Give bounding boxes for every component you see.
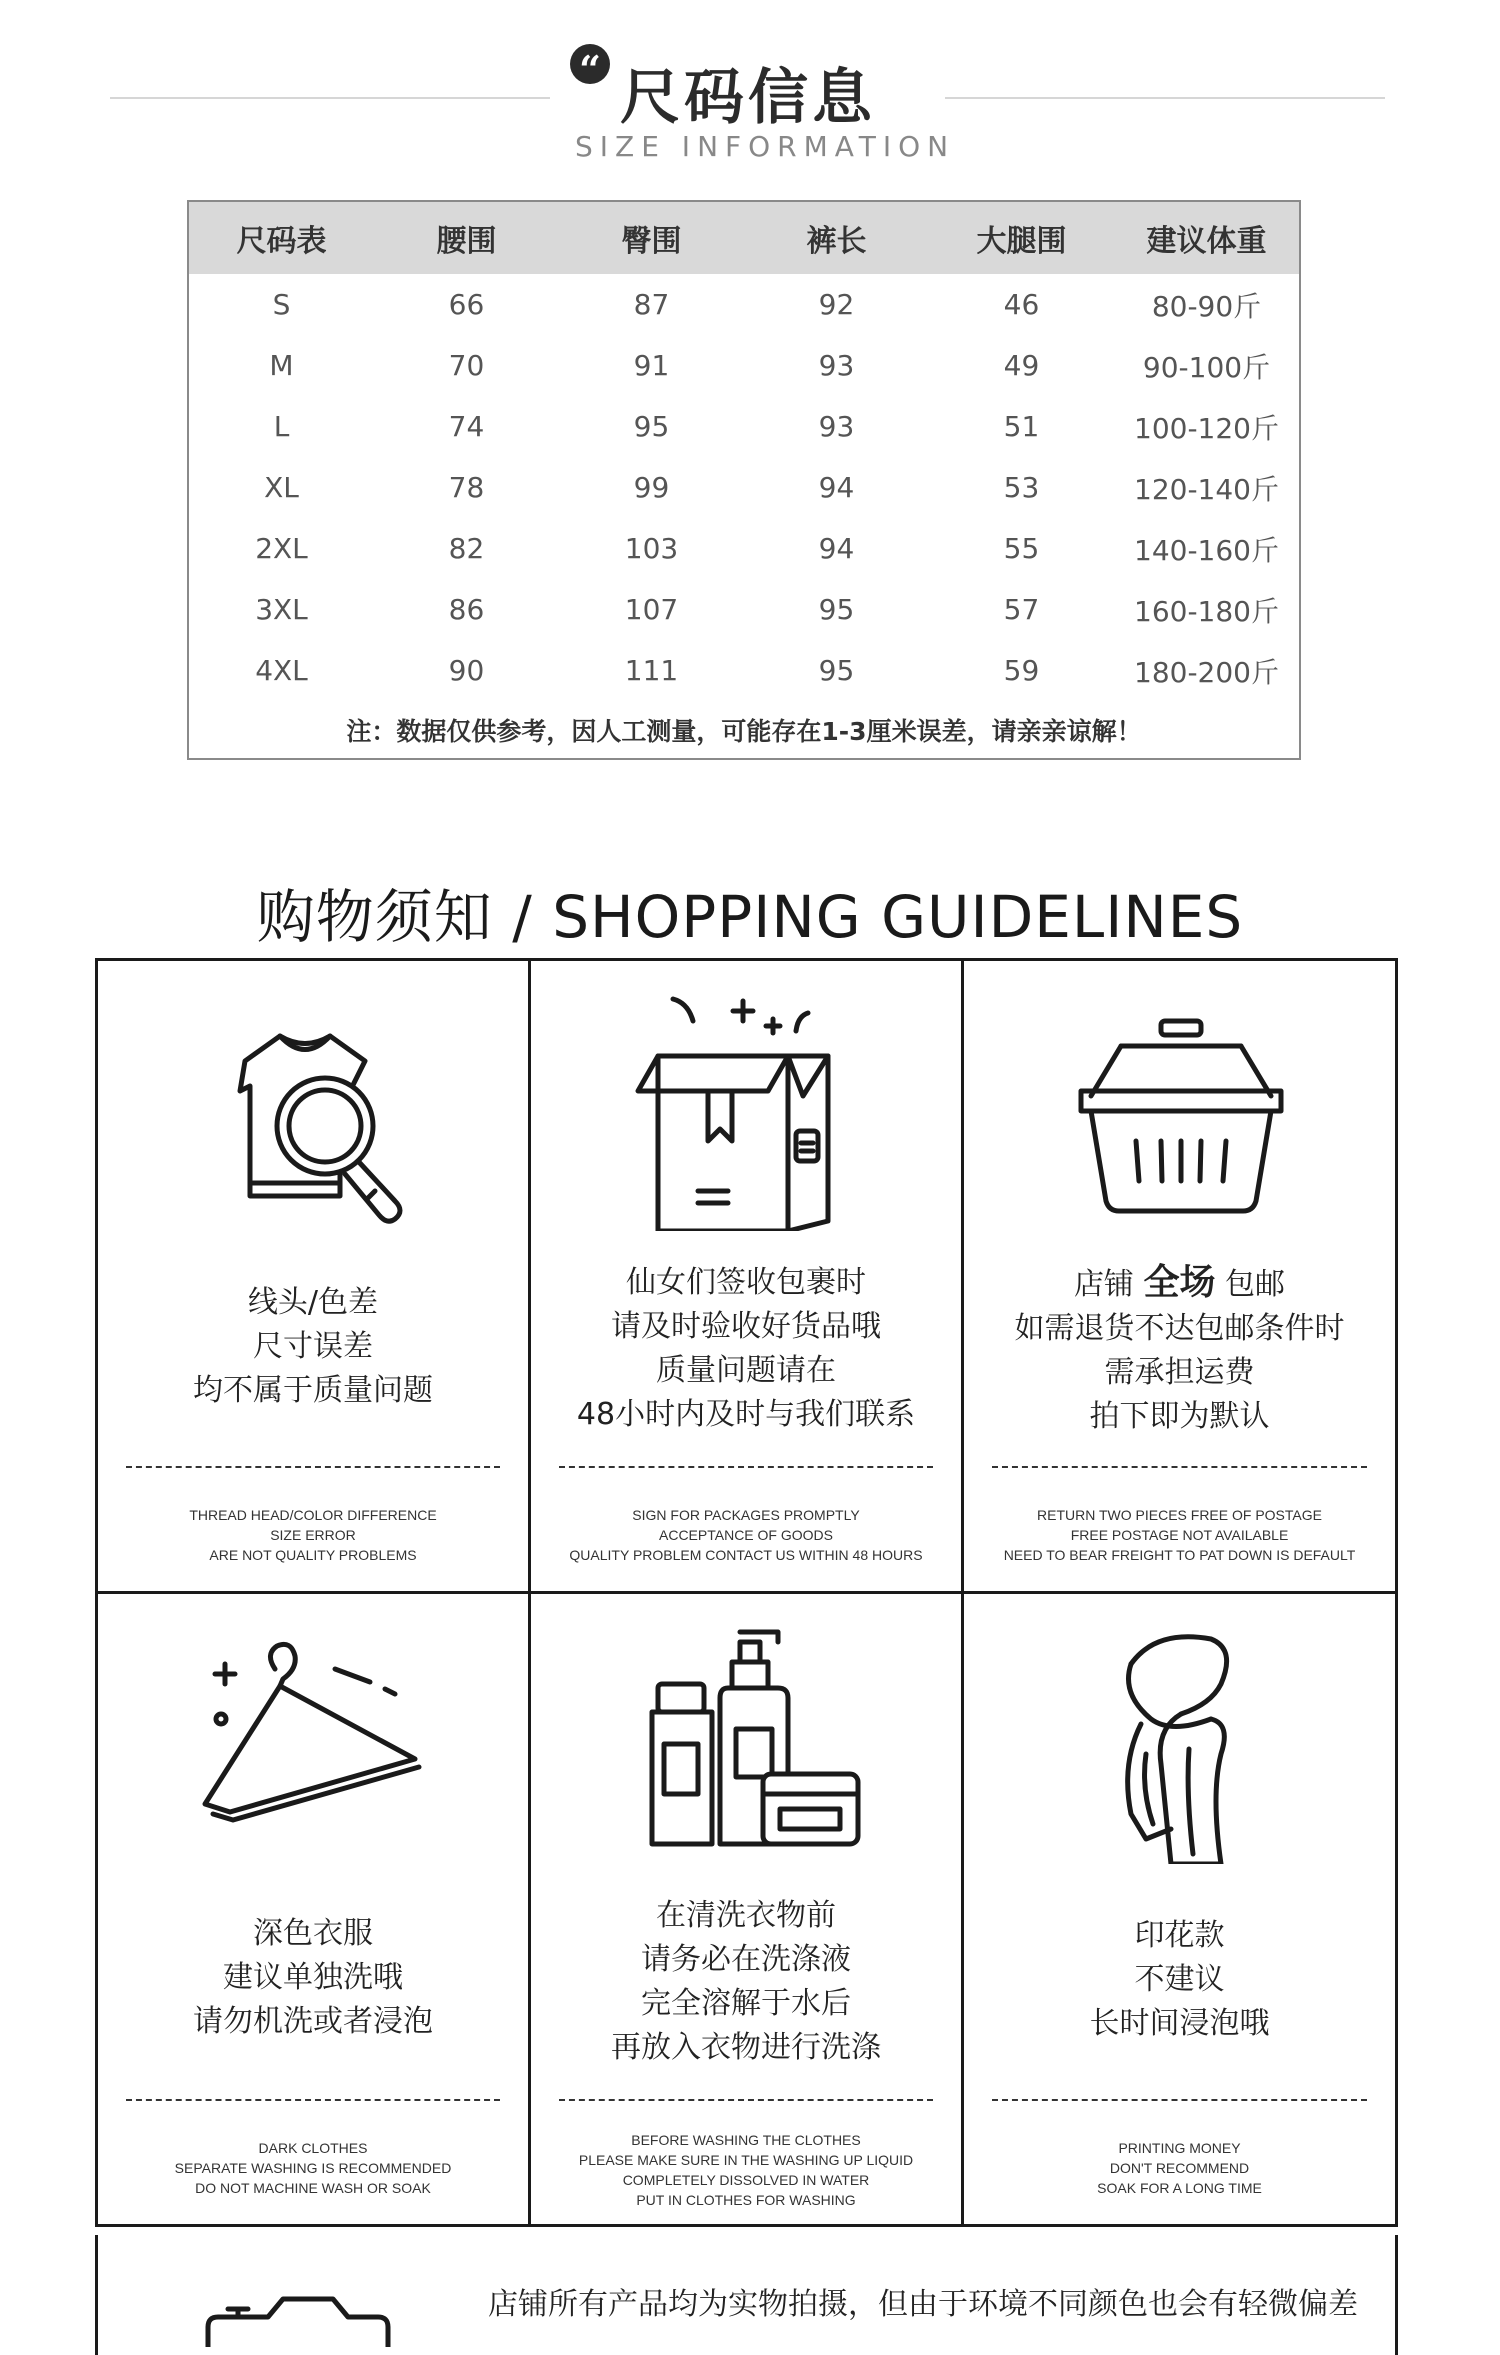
table-row [189, 518, 1299, 579]
cn-line: 线头/色差 [247, 1285, 379, 1320]
en-line: ACCEPTANCE OF GOODS [659, 1527, 833, 1543]
en-line: QUALITY PROBLEM CONTACT US WITHIN 48 HOURS [569, 1547, 923, 1563]
column-header-size: 尺码表 [236, 224, 327, 259]
shopping-basket-icon [1061, 991, 1301, 1231]
table-cell: 53 [1003, 471, 1040, 504]
header-divider-right [945, 97, 1385, 99]
table-cell: 94 [818, 471, 855, 504]
table-cell: L [273, 410, 290, 443]
table-cell: 95 [818, 593, 855, 626]
guideline-card-dark-clothes [98, 1594, 531, 2227]
table-cell: 90-100斤 [1142, 350, 1271, 384]
cn-line: 均不属于质量问题 [193, 1373, 433, 1408]
guideline-en-text [98, 2138, 528, 2198]
table-row [189, 579, 1299, 640]
guideline-card-photo-notice [95, 2235, 1398, 2355]
table-cell: 74 [448, 410, 485, 443]
column-header-waist: 腰围 [436, 224, 497, 259]
cn-emphasis: 全场 [1143, 1262, 1216, 1303]
table-cell: 180-200斤 [1134, 655, 1279, 689]
table-row [189, 396, 1299, 457]
en-line: PLEASE MAKE SURE IN THE WASHING UP LIQUID [578, 2152, 914, 2168]
cn-segment: 包邮 [1215, 1267, 1286, 1302]
cn-line: 在清洗衣物前 [656, 1898, 836, 1933]
en-line: DARK CLOTHES [258, 2140, 368, 2156]
cn-line: 需承担运费 [1104, 1355, 1255, 1390]
column-header-thigh: 大腿围 [976, 224, 1067, 259]
guideline-en-text [98, 1505, 528, 1565]
table-cell: 2XL [255, 532, 308, 565]
table-cell: 70 [448, 349, 485, 382]
size-info-title: 尺码信息 [620, 63, 876, 133]
cn-line: 印花款 [1134, 1918, 1225, 1953]
en-line: SIGN FOR PACKAGES PROMPTLY [632, 1507, 860, 1523]
cn-line [964, 1261, 1395, 1307]
quote-icon: “ [570, 44, 610, 84]
guidelines-row [98, 961, 1398, 1594]
size-table-header-row [189, 202, 1299, 274]
en-line: BEFORE WASHING THE CLOTHES [631, 2132, 861, 2148]
table-row [189, 274, 1299, 335]
cn-line: 如需退货不达包邮条件时 [1014, 1311, 1345, 1346]
table-cell: 80-90斤 [1151, 289, 1262, 323]
cn-line: 再放入衣物进行洗涤 [611, 2030, 881, 2065]
table-cell: 95 [633, 410, 670, 443]
size-info-header [0, 30, 1500, 170]
table-cell: 94 [818, 532, 855, 565]
table-row [189, 335, 1299, 396]
table-cell: 91 [633, 349, 670, 382]
en-line: FREE POSTAGE NOT AVAILABLE [1070, 1527, 1289, 1543]
guideline-en-text [964, 2138, 1395, 2198]
guideline-card-shipping [964, 961, 1398, 1594]
table-row [189, 640, 1299, 701]
table-cell: 49 [1003, 349, 1040, 382]
cn-line: 拍下即为默认 [1089, 1399, 1270, 1434]
size-table-container [187, 200, 1301, 760]
dashed-divider [126, 1466, 500, 1468]
guideline-en-text [531, 2130, 961, 2210]
en-line: PUT IN CLOTHES FOR WASHING [636, 2192, 856, 2208]
guideline-card-delivery [531, 961, 964, 1594]
open-box-icon [628, 991, 868, 1231]
guideline-en-text [964, 1505, 1395, 1565]
photo-notice-text: 店铺所有产品均为实物拍摄，但由于环境不同颜色也会有轻微偏差 [488, 2287, 1358, 2322]
table-cell: 103 [624, 532, 679, 565]
column-header-hip: 臀围 [621, 224, 682, 259]
table-cell: S [272, 288, 291, 321]
table-cell: 100-120斤 [1134, 411, 1279, 445]
cn-line: 请务必在洗涤液 [641, 1942, 851, 1977]
en-line: SOAK FOR A LONG TIME [1097, 2180, 1262, 2196]
cn-line: 请及时验收好货品哦 [611, 1309, 881, 1344]
en-line: ARE NOT QUALITY PROBLEMS [209, 1547, 417, 1563]
en-line: SIZE ERROR [270, 1527, 356, 1543]
dashed-divider [992, 1466, 1367, 1468]
guideline-cn-text [98, 1281, 528, 1413]
cn-line: 建议单独洗哦 [223, 1960, 403, 1995]
hanger-icon [195, 1624, 435, 1864]
table-cell: 4XL [255, 654, 308, 687]
en-line: COMPLETELY DISSOLVED IN WATER [622, 2172, 870, 2188]
cn-line: 不建议 [1134, 1962, 1225, 1997]
dashed-divider [992, 2099, 1367, 2101]
cn-segment: 店铺 [1073, 1267, 1144, 1302]
en-line: DON'T RECOMMEND [1109, 2160, 1250, 2176]
size-table-note: 注：数据仅供参考，因人工测量，可能存在1-3厘米误差，请亲亲谅解！ [346, 717, 1142, 746]
cn-line: 深色衣服 [253, 1916, 373, 1951]
table-cell: XL [264, 471, 299, 504]
table-cell: 55 [1003, 532, 1040, 565]
en-line: SEPARATE WASHING IS RECOMMENDED [174, 2160, 452, 2176]
header-divider-left [110, 97, 550, 99]
column-header-length: 裤长 [806, 224, 867, 259]
camera-icon [198, 2287, 398, 2347]
size-info-subtitle: SIZE INFORMATION [575, 130, 956, 163]
table-cell: 90 [448, 654, 485, 687]
dashed-divider [126, 2099, 500, 2101]
cn-line: 尺寸误差 [253, 1329, 373, 1364]
guideline-card-washing [531, 1594, 964, 2227]
shirt-magnifier-icon [195, 991, 435, 1231]
en-line: PRINTING MONEY [1118, 2140, 1241, 2156]
en-line: NEED TO BEAR FREIGHT TO PAT DOWN IS DEFAULT [1003, 1547, 1356, 1563]
cn-line: 48小时内及时与我们联系 [576, 1397, 916, 1432]
table-cell: 51 [1003, 410, 1040, 443]
table-cell: 160-180斤 [1134, 594, 1279, 628]
cn-line: 仙女们签收包裹时 [626, 1265, 866, 1300]
guideline-cn-text [964, 1914, 1395, 2046]
guidelines-grid [95, 958, 1398, 2227]
guideline-cn-text [964, 1261, 1395, 1439]
detergent-bottles-icon [628, 1624, 868, 1864]
guideline-cn-text [531, 1894, 961, 2070]
dashed-divider [559, 1466, 933, 1468]
en-line: THREAD HEAD/COLOR DIFFERENCE [189, 1507, 437, 1523]
guideline-cn-text [531, 1261, 961, 1437]
table-cell: M [269, 349, 294, 382]
table-cell: 59 [1003, 654, 1040, 687]
column-header-weight: 建议体重 [1146, 224, 1267, 259]
table-cell: 140-160斤 [1134, 533, 1279, 567]
guideline-cn-text [98, 1912, 528, 2044]
cn-line: 长时间浸泡哦 [1089, 2006, 1270, 2041]
table-cell: 92 [818, 288, 855, 321]
guideline-en-text [531, 1505, 961, 1565]
table-cell: 87 [633, 288, 670, 321]
scarf-icon [1061, 1624, 1301, 1864]
table-cell: 111 [624, 654, 679, 687]
guideline-card-quality [98, 961, 531, 1594]
guideline-card-printing [964, 1594, 1398, 2227]
cn-line: 完全溶解于水后 [641, 1986, 851, 2021]
size-table [189, 202, 1299, 701]
table-cell: 93 [818, 349, 855, 382]
cn-line: 质量问题请在 [656, 1353, 836, 1388]
table-cell: 46 [1003, 288, 1040, 321]
guidelines-row [98, 1594, 1398, 2227]
guidelines-title: 购物须知 / SHOPPING GUIDELINES [256, 883, 1244, 951]
table-cell: 82 [448, 532, 485, 565]
table-cell: 107 [624, 593, 679, 626]
en-line: DO NOT MACHINE WASH OR SOAK [195, 2180, 431, 2196]
table-cell: 57 [1003, 593, 1040, 626]
en-line: RETURN TWO PIECES FREE OF POSTAGE [1037, 1507, 1322, 1523]
table-cell: 78 [448, 471, 485, 504]
table-cell: 95 [818, 654, 855, 687]
dashed-divider [559, 2099, 933, 2101]
table-cell: 99 [633, 471, 670, 504]
table-cell: 86 [448, 593, 485, 626]
table-cell: 120-140斤 [1134, 472, 1279, 506]
table-cell: 93 [818, 410, 855, 443]
table-row [189, 457, 1299, 518]
cn-line: 请勿机洗或者浸泡 [193, 2004, 433, 2039]
table-cell: 66 [448, 288, 485, 321]
table-cell: 3XL [255, 593, 308, 626]
